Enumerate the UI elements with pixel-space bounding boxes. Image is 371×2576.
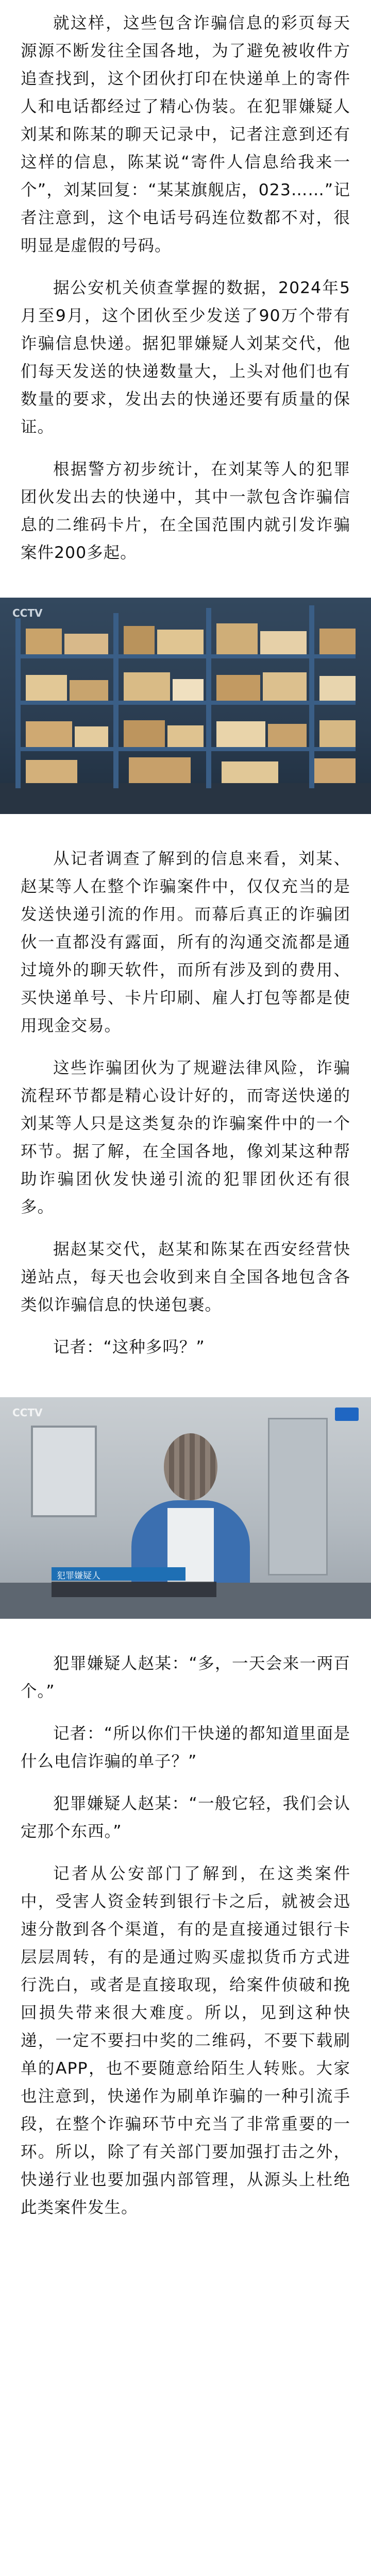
blurred-face [164,1433,217,1500]
paragraph-4: 从记者调查了解到的信息来看，刘某、赵某等人在整个诈骗案件中，仅仅充当的是发送快递引流的作用。而幕后真正的诈骗团伙一直都没有露面，所有的沟通交流都是通过境外的聊天软件，而所有涉及到的费用、买快递单号、卡片印刷、雇人打包等都是使用现金交易。 [21,850,350,1035]
interview-photo [0,1397,371,1619]
cctv-logo: CCTV [12,607,43,619]
channel-badge [335,1408,359,1421]
caption-bar [52,1567,216,1597]
paragraph-10: 犯罪嫌疑人赵某：“一般它轻，我们会认定那个东西。” [21,1794,350,1841]
paragraph-1: 就这样，这些包含诈骗信息的彩页每天源源不断发往全国各地，为了避免被收件方追查找到，这个团伙打印在快递单上的寄件人和电话都经过了精心伪装。在犯罪嫌疑人刘某和陈某的聊天记录中，记者注意到还有这样的信息，陈某说“寄件人信息给我来一个”，刘某回复：“某某旗舰店，023……”记者注意到，这个电话号码连位数都不对，很明显是虚假的号码。 [21,14,350,255]
paragraph-7: 记者：“这种多吗？” [53,1338,205,1357]
caption-line-1: 犯罪嫌疑人 [57,1571,100,1581]
paragraph-11: 记者从公安部门了解到，在这类案件中，受害人资金转到银行卡之后，就被会迅速分散到各个渠道，有的是直接通过银行卡层层周转，有的是通过购买虚拟货币方式进行洗白，或者是直接取现，给案件侦破和挽回损失带来很大难度。所以，见到这种快递，一定不要扫中奖的二维码，不要下载刷单的APP，也不要随意给陌生人转账。大家也注意到，快递作为刷单诈骗的一种引流手段，在整个诈骗环节中充当了非常重要的一环。所以，除了有关部门要加强打击之外，快递行业也要加强内部管理，从源头上杜绝此类案件发生。 [21,1865,350,2217]
cctv-logo: CCTV [12,1406,43,1419]
paragraph-6: 据赵某交代，赵某和陈某在西安经营快递站点，每天也会收到来自全国各地包含各类似诈骗信息的快递包裹。 [21,1240,350,1314]
warehouse-photo [0,598,371,814]
paragraph-2: 据公安机关侦查掌握的数据，2024年5月至9月，这个团伙至少发送了90万个带有诈骗信息快递。据犯罪嫌疑人刘某交代，他们每天发送的快递数量大，上头对他们也有数量的要求，发出去的快递还要有质量的保证。 [21,279,350,436]
paragraph-8: 犯罪嫌疑人赵某：“多，一天会来一两百个。” [21,1654,350,1701]
paragraph-9: 记者：“所以你们干快递的都知道里面是什么电信诈骗的单子？” [21,1724,350,1771]
paragraph-3: 根据警方初步统计，在刘某等人的犯罪团伙发出去的快递中，其中一款包含诈骗信息的二维码卡片，在全国范围内就引发诈骗案件200多起。 [21,460,350,562]
paragraph-5: 这些诈骗团伙为了规避法律风险，诈骗流程环节都是精心设计好的，而寄送快递的刘某等人只是这类复杂的诈骗案件中的一个环节。据了解，在全国各地，像刘某这种帮助诈骗团伙发快递引流的犯罪团伙还有很多。 [21,1059,350,1216]
